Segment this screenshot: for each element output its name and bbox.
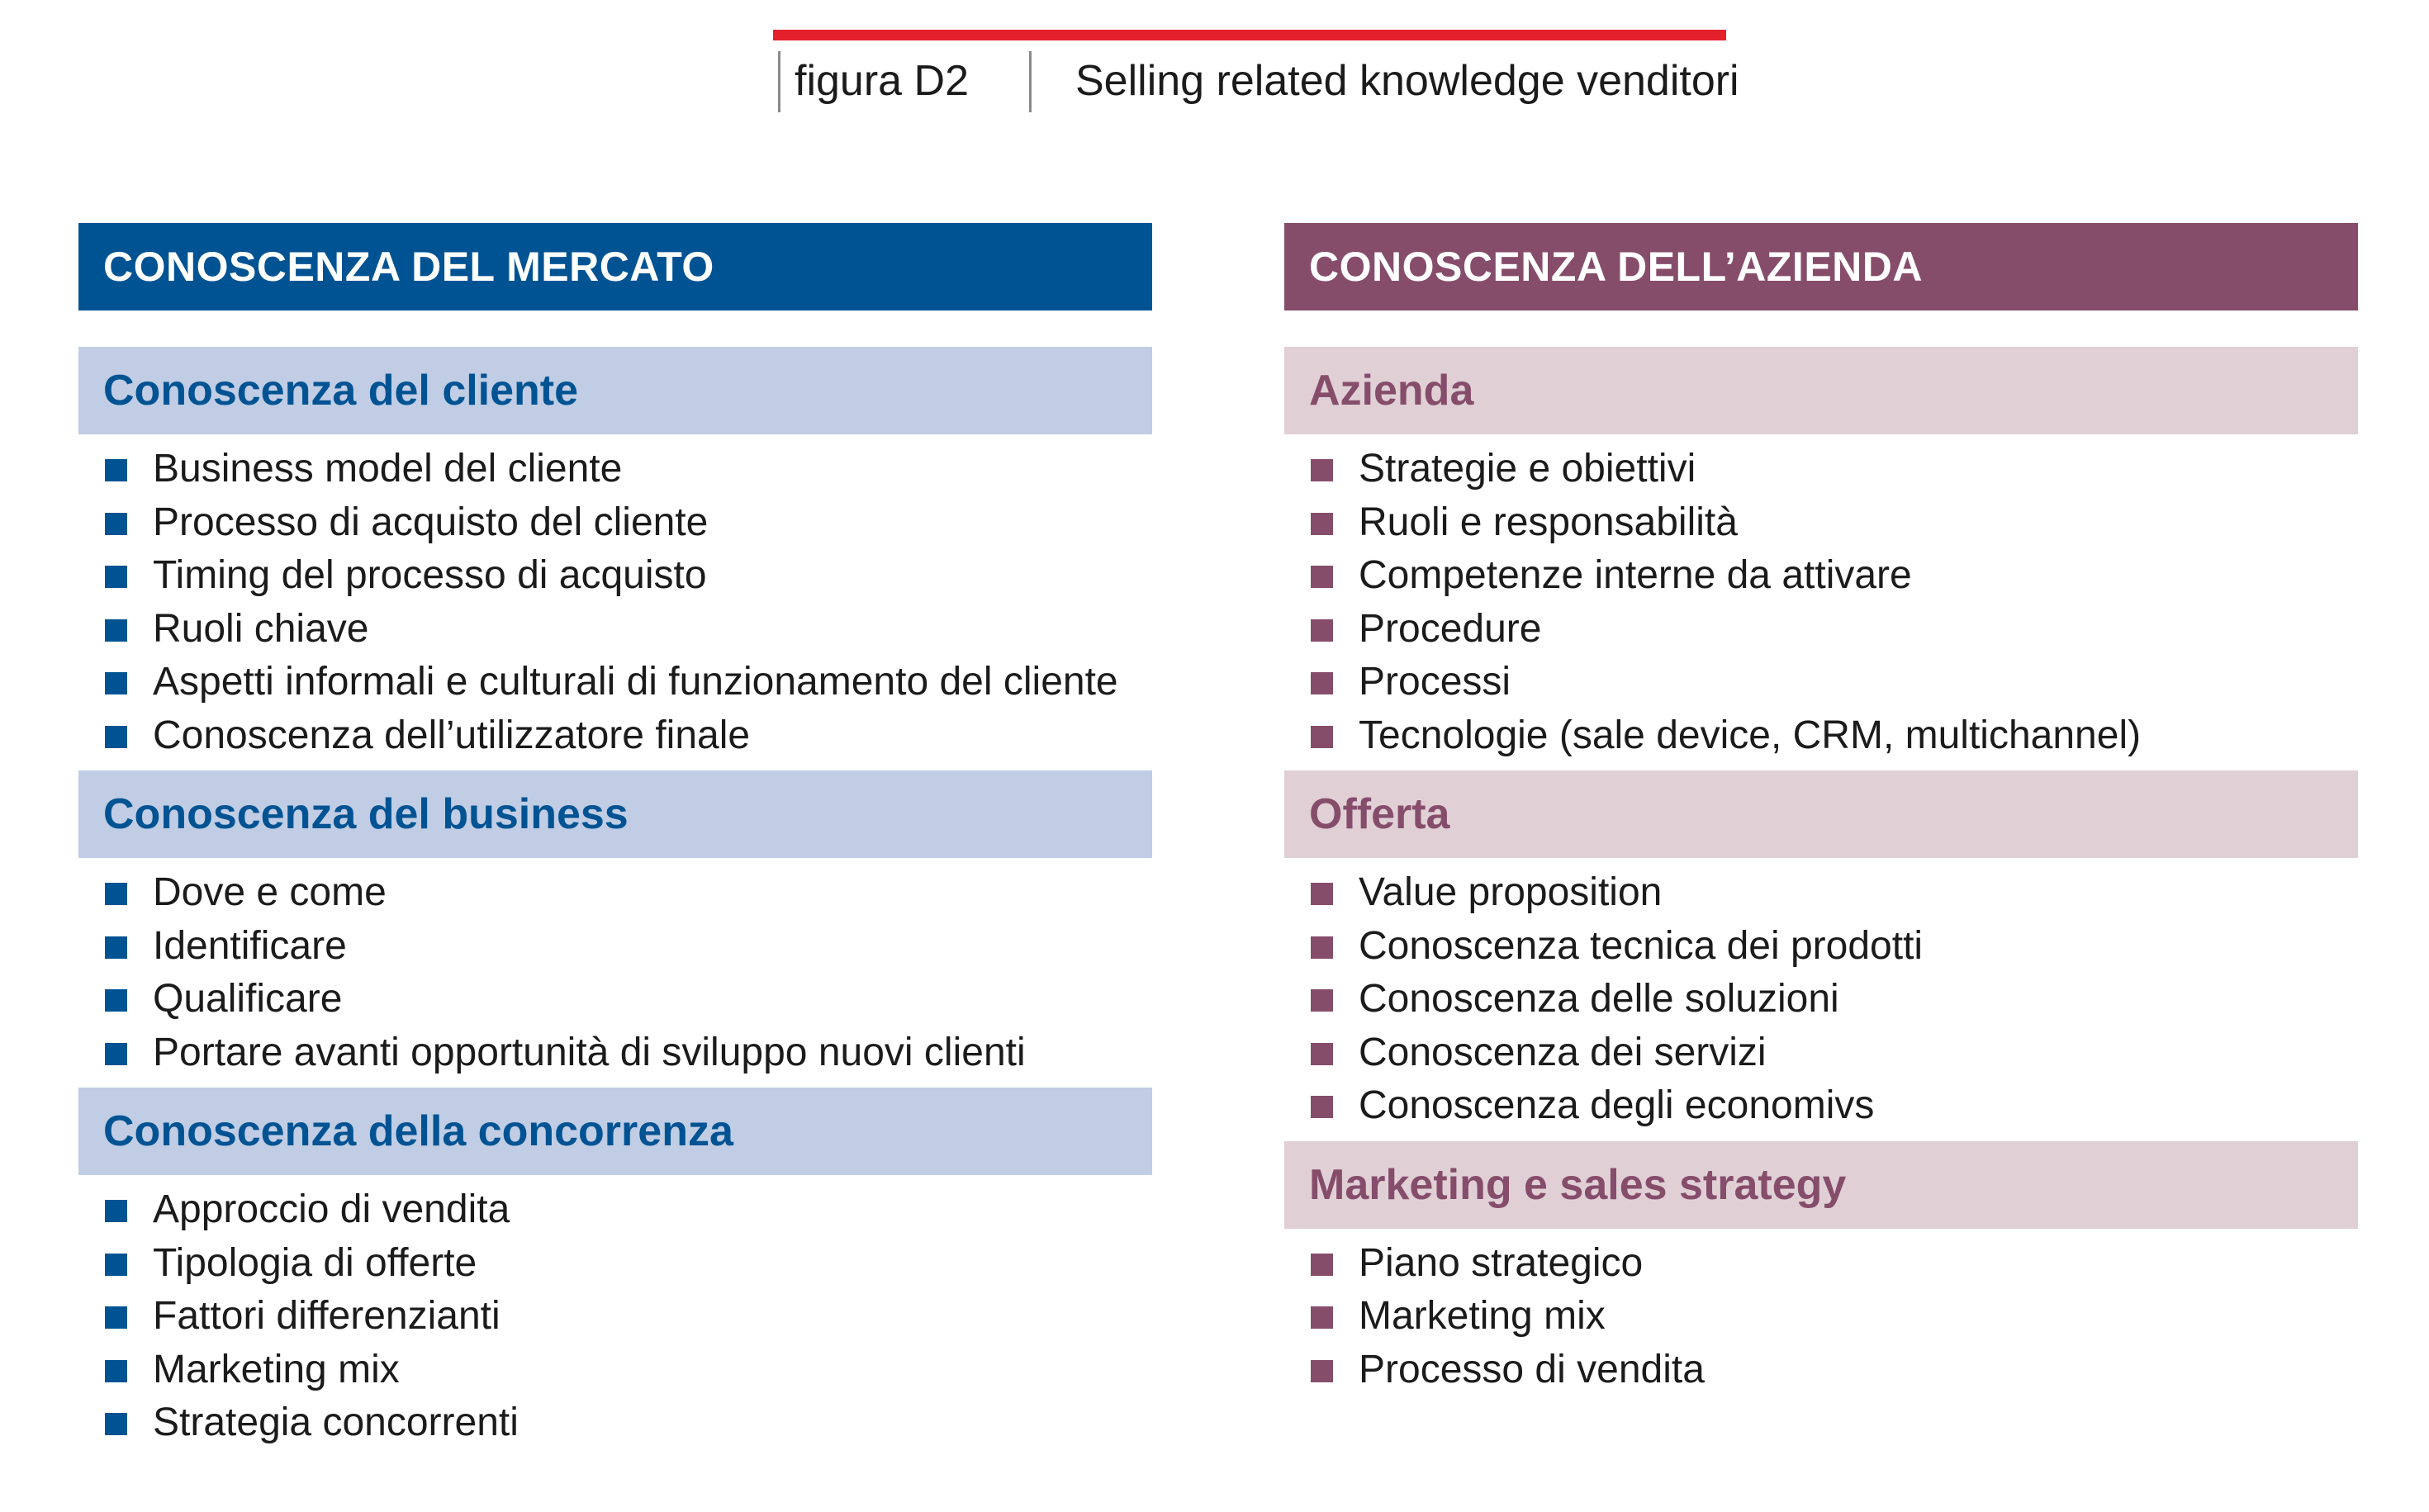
list-item: [1284, 1026, 2358, 1080]
square-bullet-icon: [105, 989, 127, 1012]
item-label: Conoscenza tecnica dei prodotti: [1359, 923, 1924, 968]
list-item: [1284, 709, 2358, 763]
column-header: CONOSCENZA DELL’AZIENDA: [1284, 223, 2358, 310]
item-list: [78, 434, 1152, 770]
section-title: Conoscenza della concorrenza: [78, 1088, 1152, 1175]
square-bullet-icon: [1311, 513, 1333, 535]
list-item: [78, 973, 1152, 1026]
list-item: [1284, 866, 2358, 920]
item-label: Dove e come: [153, 870, 387, 914]
list-item: [78, 443, 1152, 496]
section-title: Marketing e sales strategy: [1284, 1141, 2358, 1229]
item-label: Identificare: [153, 923, 347, 968]
item-label: Tipologia di offerte: [153, 1240, 477, 1285]
item-label: Competenze interne da attivare: [1359, 553, 1912, 597]
item-label: Approccio di vendita: [153, 1187, 510, 1231]
column-header: CONOSCENZA DEL MERCATO: [78, 223, 1152, 310]
section-title: Offerta: [1284, 770, 2358, 858]
square-bullet-icon: [1311, 989, 1333, 1012]
section-competition: [78, 1088, 1152, 1458]
square-bullet-icon: [105, 1043, 127, 1065]
section-title: Conoscenza del business: [78, 770, 1152, 858]
caption-divider: [1029, 51, 1032, 112]
square-bullet-icon: [105, 1200, 127, 1222]
item-label: Aspetti informali e culturali di funzionamento del cliente: [153, 660, 1118, 704]
list-item: [78, 549, 1152, 603]
square-bullet-icon: [105, 459, 127, 481]
square-bullet-icon: [105, 619, 127, 642]
square-bullet-icon: [1311, 672, 1333, 694]
section-company: [1284, 347, 2358, 770]
square-bullet-icon: [1311, 1306, 1333, 1329]
market-knowledge-column: [78, 223, 1152, 1458]
item-list: [78, 1175, 1152, 1458]
item-list: [1284, 858, 2358, 1141]
list-item: [1284, 1079, 2358, 1133]
company-knowledge-column: [1284, 223, 2358, 1405]
list-item: [1284, 603, 2358, 656]
list-item: [1284, 549, 2358, 603]
square-bullet-icon: [1311, 1254, 1333, 1276]
list-item: [1284, 973, 2358, 1026]
section-title: Conoscenza del cliente: [78, 347, 1152, 434]
list-item: [78, 1237, 1152, 1291]
item-label: Qualificare: [153, 977, 343, 1021]
item-label: Piano strategico: [1359, 1240, 1644, 1285]
caption-divider: [778, 51, 780, 112]
item-label: Processo di vendita: [1359, 1347, 1705, 1391]
square-bullet-icon: [105, 1360, 127, 1382]
list-item: [1284, 920, 2358, 974]
item-label: Timing del processo di acquisto: [153, 553, 707, 597]
figure-title: Selling related knowledge venditori: [1075, 57, 1739, 105]
square-bullet-icon: [1311, 566, 1333, 588]
item-label: Marketing mix: [1359, 1294, 1606, 1338]
item-label: Procedure: [1359, 606, 1542, 651]
square-bullet-icon: [1311, 883, 1333, 905]
square-bullet-icon: [105, 726, 127, 748]
list-item: [78, 709, 1152, 763]
figure-caption: [773, 48, 1739, 114]
list-item: [78, 1183, 1152, 1237]
list-item: [78, 920, 1152, 974]
list-item: [1284, 1290, 2358, 1344]
list-item: [78, 603, 1152, 656]
section-customer: [78, 347, 1152, 770]
list-item: [78, 1396, 1152, 1450]
list-item: [1284, 656, 2358, 709]
item-label: Conoscenza degli economivs: [1359, 1083, 1875, 1127]
square-bullet-icon: [105, 1254, 127, 1276]
square-bullet-icon: [1311, 726, 1333, 748]
item-label: Ruoli e responsabilità: [1359, 500, 1738, 544]
list-item: [78, 656, 1152, 709]
section-marketing-sales: [1284, 1141, 2358, 1405]
section-title: Azienda: [1284, 347, 2358, 434]
item-label: Fattori differenzianti: [153, 1294, 501, 1338]
item-label: Marketing mix: [153, 1347, 400, 1391]
square-bullet-icon: [105, 936, 127, 959]
square-bullet-icon: [105, 883, 127, 905]
section-offer: [1284, 770, 2358, 1141]
list-item: [1284, 443, 2358, 496]
square-bullet-icon: [105, 1306, 127, 1329]
item-label: Tecnologie (sale device, CRM, multichannel): [1359, 713, 2142, 757]
section-business: [78, 770, 1152, 1088]
list-item: [78, 866, 1152, 920]
square-bullet-icon: [1311, 619, 1333, 642]
list-item: [1284, 496, 2358, 550]
square-bullet-icon: [1311, 936, 1333, 959]
item-label: Processo di acquisto del cliente: [153, 500, 709, 544]
item-list: [1284, 434, 2358, 770]
list-item: [78, 496, 1152, 550]
item-label: Conoscenza dell’utilizzatore finale: [153, 713, 751, 757]
list-item: [78, 1290, 1152, 1344]
square-bullet-icon: [1311, 1043, 1333, 1065]
square-bullet-icon: [105, 513, 127, 535]
item-label: Conoscenza delle soluzioni: [1359, 977, 1839, 1021]
square-bullet-icon: [1311, 1096, 1333, 1118]
item-label: Ruoli chiave: [153, 606, 369, 651]
square-bullet-icon: [105, 566, 127, 588]
figure-label: figura D2: [795, 57, 969, 105]
square-bullet-icon: [105, 1413, 127, 1435]
item-label: Strategia concorrenti: [153, 1401, 519, 1444]
item-label: Value proposition: [1359, 870, 1663, 914]
square-bullet-icon: [105, 672, 127, 694]
caption-rule: [773, 30, 1726, 40]
item-label: Strategie e obiettivi: [1359, 447, 1696, 491]
list-item: [78, 1026, 1152, 1080]
square-bullet-icon: [1311, 459, 1333, 481]
list-item: [78, 1344, 1152, 1397]
item-list: [1284, 1229, 2358, 1405]
item-label: Processi: [1359, 660, 1511, 704]
list-item: [1284, 1344, 2358, 1397]
item-label: Conoscenza dei servizi: [1359, 1030, 1767, 1074]
item-label: Portare avanti opportunità di sviluppo nuovi clienti: [153, 1030, 1026, 1074]
item-list: [78, 858, 1152, 1088]
item-label: Business model del cliente: [153, 447, 623, 491]
list-item: [1284, 1237, 2358, 1291]
square-bullet-icon: [1311, 1360, 1333, 1382]
